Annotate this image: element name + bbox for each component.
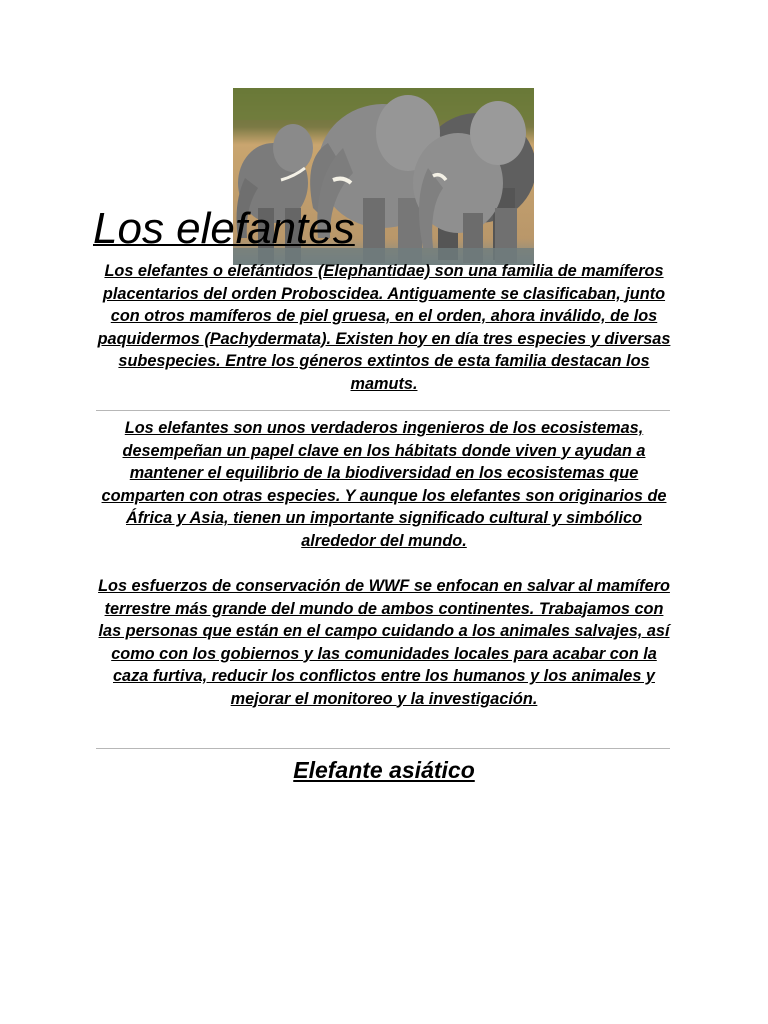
section-heading: Elefante asiático (293, 757, 475, 783)
page-title: Los elefantes (93, 204, 355, 253)
horizontal-divider (96, 410, 670, 411)
horizontal-divider (96, 748, 670, 749)
paragraph-intro: Los elefantes o elefántidos (Elephantidae) son una familia de mamíferos placentarios del orden Proboscidea. Antiguamente se clasificaban, junto con otros mamíferos de piel gruesa, en el orden, ahora inválido, de los paquidermos (Pachydermata). Existen hoy en día tres especies y diversas subespecies. Entre los géneros extintos de esta familia destacan los mamuts. (97, 262, 671, 393)
paragraph-ecosystems: Los elefantes son unos verdaderos ingenieros de los ecosistemas, desempeñan un papel clave en los hábitats donde viven y ayudan a mantener el equilibrio de la biodiversidad en los ecosistemas que comparten con otras especies. Y aunque los elefantes son originarios de África y Asia, tienen un importante significado cultural y simbólico alrededor del mundo. (101, 419, 667, 550)
paragraph-conservation: Los esfuerzos de conservación de WWF se enfocan en salvar al mamífero terrestre más grande del mundo de ambos continentes. Trabajamos con las personas que están en el campo cuidando a los animales salvajes, así como con los gobiernos y las comunidades locales para acabar con la caza furtiva, reducir los conflictos entre los humanos y los animales y mejorar el monitoreo y la investigación. (98, 577, 670, 708)
